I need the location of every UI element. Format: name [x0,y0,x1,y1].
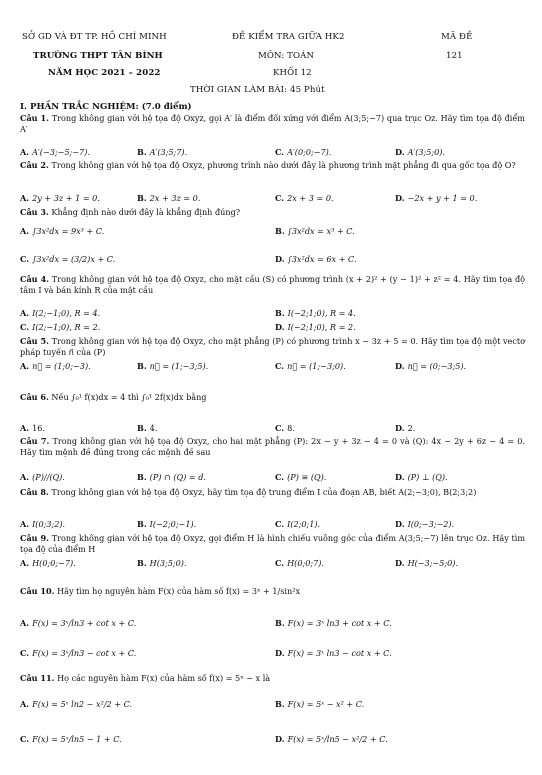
q1-option-d[interactable]: D. A′(3;5;0). [395,147,446,157]
q9-option-b[interactable]: B. H(3;5;0). [137,558,187,568]
q10-option-d[interactable]: D. F(x) = 3ˣ ln3 − cot x + C. [275,648,392,658]
q7-option-d[interactable]: D. (P) ⊥ (Q). [395,472,448,482]
q6-option-a[interactable]: A. 16. [20,423,45,433]
question-6: Câu 6. Nếu ∫₀¹ f(x)dx = 4 thì ∫₀¹ 2f(x)dx bằng [20,392,207,402]
q3-option-b[interactable]: B. ∫3x²dx = x³ + C. [275,226,355,236]
q4-option-d[interactable]: D. I(−2;1;0), R = 2. [275,322,356,332]
q6-option-d[interactable]: D. 2. [395,423,416,433]
question-5: Câu 5. Trong không gian với hệ tọa độ Oxyz, cho mặt phẳng (P) có phương trình x − 3z + 5 = 0. Hãy tìm tọa độ một vectơ pháp tuyến n⃗ của (P) [20,336,526,357]
q11-option-d[interactable]: D. F(x) = 5ˣ/ln5 − x²/2 + C. [275,734,388,744]
q4-option-b[interactable]: B. I(−2;1;0), R = 4. [275,308,356,318]
q7-option-b[interactable]: B. (P) ∩ (Q) = d. [137,472,206,482]
q9-option-a[interactable]: A. H(0;0;−7). [20,558,76,568]
question-2: Câu 2. Trong không gian với hệ tọa độ Oxyz, phương trình nào dưới đây là phương trình mặt phẳng đi qua gốc tọa độ O? [20,160,516,170]
school-name: TRƯỜNG THPT TÂN BÌNH [33,51,163,61]
q4-option-c[interactable]: C. I(2;−1;0), R = 2. [20,322,101,332]
q5-option-c[interactable]: C. n⃗ = (1;−3;0). [275,361,346,371]
exam-title: ĐỀ KIỂM TRA GIỮA HK2 [232,32,345,42]
q8-option-d[interactable]: D. I(0;−3;−2). [395,519,455,529]
q3-option-d[interactable]: D. ∫3x²dx = 6x + C. [275,254,357,264]
q8-option-c[interactable]: C. I(2;0;1). [275,519,321,529]
question-9: Câu 9. Trong không gian với hệ tọa độ Oxyz, gọi điểm H là hình chiếu vuông góc của điểm A(3;5;−7) lên trục Oz. Hãy tìm tọa độ của điểm H [20,533,526,554]
q6-option-b[interactable]: B. 4. [137,423,158,433]
exam-code-label: MÃ ĐỀ [441,32,473,42]
q7-option-a[interactable]: A. (P)//(Q). [20,472,65,482]
q2-option-c[interactable]: C. 2x + 3 = 0. [275,193,334,203]
section-title: I. PHẦN TRẮC NGHIỆM: (7.0 điểm) [20,102,192,112]
question-11: Câu 11. Họ các nguyên hàm F(x) của hàm số f(x) = 5ˣ − x là [20,673,271,683]
q8-option-a[interactable]: A. I(0;3;2). [20,519,66,529]
q2-option-d[interactable]: D. −2x + y + 1 = 0. [395,193,478,203]
q5-option-a[interactable]: A. n⃗ = (1;0;−3). [20,361,91,371]
q5-option-b[interactable]: B. n⃗ = (1;−3;5). [137,361,209,371]
q9-option-c[interactable]: C. H(0;0;7). [275,558,324,568]
q11-option-a[interactable]: A. F(x) = 5ˣ ln2 − x²/2 + C. [20,699,133,709]
question-3: Câu 3. Khẳng định nào dưới đây là khẳng định đúng? [20,207,241,217]
question-4: Câu 4. Trong không gian với hệ tọa độ Oxyz, cho mặt cầu (S) có phương trình (x + 2)² + (y − 1)² + z² = 4. Hãy tìm tọa độ tâm I và bán kính R của mặt cầu [20,274,526,295]
question-7: Câu 7. Trong không gian với hệ tọa độ Oxyz, cho hai mặt phẳng (P): 2x − y + 3z − 4 = 0 và (Q): 4x − 2y + 6z − 4 = 0. Hãy tìm mệnh đề đúng trong các mệnh đề sau [20,436,525,457]
grade: KHỐI 12 [273,68,312,78]
question-text: Trong không gian với hệ tọa độ Oxyz, gọi A′ là điểm đối xứng với điểm A(3;5;−7) qua trục Oz. Hãy tìm tọa độ điểm A′ [20,113,525,134]
school-year: NĂM HỌC 2021 – 2022 [48,68,161,78]
q4-option-a[interactable]: A. I(2;−1;0), R = 4. [20,308,101,318]
exam-time: THỜI GIAN LÀM BÀI: 45 Phút [190,85,325,95]
q10-option-a[interactable]: A. F(x) = 3ˣ/ln3 + cot x + C. [20,618,137,628]
q9-option-d[interactable]: D. H(−3;−5;0). [395,558,458,568]
q10-option-c[interactable]: C. F(x) = 3ˣ/ln3 − cot x + C. [20,648,137,658]
q3-option-c[interactable]: C. ∫3x²dx = (3/2)x + C. [20,254,116,264]
dept-name: SỞ GD VÀ ĐT TP. HỒ CHÍ MINH [22,32,167,42]
q1-option-a[interactable]: A. A′(−3;−5;−7). [20,147,90,157]
question-10: Câu 10. Hãy tìm họ nguyên hàm F(x) của hàm số f(x) = 3ˣ + 1/sin²x [20,586,301,596]
q2-option-a[interactable]: A. 2y + 3z + 1 = 0. [20,193,100,203]
q5-option-d[interactable]: D. n⃗ = (0;−3;5). [395,361,467,371]
q1-option-c[interactable]: C. A′(0;0;−7). [275,147,332,157]
q11-option-b[interactable]: B. F(x) = 5ˣ − x² + C. [275,699,365,709]
q8-option-b[interactable]: B. I(−2;0;−1). [137,519,197,529]
question-1 [20,113,525,135]
q7-option-c[interactable]: C. (P) ≡ (Q). [275,472,327,482]
q1-option-b[interactable]: B. A′(3;5;7). [137,147,188,157]
q3-option-a[interactable]: A. ∫3x²dx = 9x³ + C. [20,226,105,236]
q2-option-b[interactable]: B. 2x + 3z = 0. [137,193,201,203]
subject: MÔN: TOÁN [258,51,315,61]
question-number: Câu 1. [20,113,49,123]
q10-option-b[interactable]: B. F(x) = 3ˣ ln3 + cot x + C. [275,618,392,628]
question-8: Câu 8. Trong không gian với hệ tọa độ Oxyz, hãy tìm tọa độ trung điểm I của đoạn AB, biết A(2;−3;0), B(2;3;2) [20,487,477,497]
exam-code: 121 [446,51,463,61]
q6-option-c[interactable]: C. 8. [275,423,295,433]
q11-option-c[interactable]: C. F(x) = 5ˣ/ln5 − 1 + C. [20,734,122,744]
